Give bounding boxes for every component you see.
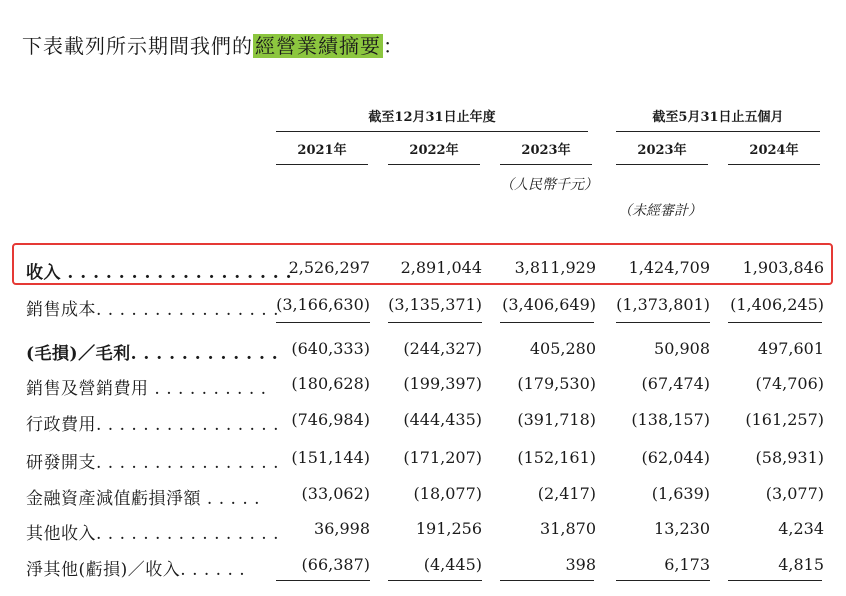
row-value: (3,135,371) bbox=[388, 295, 482, 314]
row-value: 6,173 bbox=[664, 555, 710, 574]
row-value: (3,077) bbox=[765, 484, 824, 503]
table-row bbox=[0, 258, 846, 288]
row-value: (62,044) bbox=[641, 448, 710, 467]
intro-highlight: 經營業績摘要 bbox=[255, 34, 381, 58]
row-value: (746,984) bbox=[291, 410, 370, 429]
row-label: 行政費用. . . . . . . . . . . . . . . . bbox=[26, 415, 280, 435]
row-value: (152,161) bbox=[517, 448, 596, 467]
underline bbox=[276, 580, 370, 581]
group-header-interim: 截至5月31日止五個月 bbox=[616, 106, 820, 132]
row-value: 13,230 bbox=[654, 519, 710, 538]
row-value: (444,435) bbox=[403, 410, 482, 429]
year-header-2023: 2023年 bbox=[500, 139, 592, 165]
row-value: 4,234 bbox=[778, 519, 824, 538]
row-value: (3,406,649) bbox=[502, 295, 596, 314]
row-value: (199,397) bbox=[403, 374, 482, 393]
row-value: (18,077) bbox=[413, 484, 482, 503]
row-label: 銷售成本. . . . . . . . . . . . . . . . bbox=[26, 300, 280, 320]
row-label: (毛損)／毛利. . . . . . . . . . . . bbox=[26, 344, 279, 364]
table-row bbox=[0, 339, 846, 369]
row-value: (640,333) bbox=[291, 339, 370, 358]
row-value: (74,706) bbox=[755, 374, 824, 393]
row-value: (1,406,245) bbox=[730, 295, 824, 314]
row-value: (244,327) bbox=[403, 339, 482, 358]
row-value: 1,424,709 bbox=[628, 258, 710, 277]
year-header-2021: 2021年 bbox=[276, 139, 368, 165]
row-label: 其他收入. . . . . . . . . . . . . . . . bbox=[26, 524, 280, 544]
row-value: 4,815 bbox=[778, 555, 824, 574]
intro-prefix: 下表載列所示期間我們的 bbox=[22, 34, 253, 58]
row-value: 3,811,929 bbox=[514, 258, 596, 277]
row-value: 2,891,044 bbox=[400, 258, 482, 277]
year-header-2024-interim: 2024年 bbox=[728, 139, 820, 165]
underline bbox=[500, 322, 594, 323]
row-value: (180,628) bbox=[291, 374, 370, 393]
row-value: (1,373,801) bbox=[616, 295, 710, 314]
table-row bbox=[0, 484, 846, 514]
row-label: 銷售及營銷費用 . . . . . . . . . . bbox=[26, 379, 267, 399]
row-label: 金融資產減值虧損淨額 . . . . . bbox=[26, 489, 261, 509]
year-header-2022: 2022年 bbox=[388, 139, 480, 165]
underline bbox=[388, 580, 482, 581]
row-value: (151,144) bbox=[291, 448, 370, 467]
row-value: (2,417) bbox=[537, 484, 596, 503]
row-value: (161,257) bbox=[745, 410, 824, 429]
table-row bbox=[0, 519, 846, 549]
row-value: (1,639) bbox=[651, 484, 710, 503]
table-row bbox=[0, 410, 846, 440]
row-value: 31,870 bbox=[540, 519, 596, 538]
underline bbox=[500, 580, 594, 581]
year-header-2023-interim: 2023年 bbox=[616, 139, 708, 165]
intro-suffix: ： bbox=[383, 34, 404, 58]
row-value: (179,530) bbox=[517, 374, 596, 393]
row-value: 405,280 bbox=[529, 339, 596, 358]
row-value: 191,256 bbox=[415, 519, 482, 538]
row-label: 研發開支. . . . . . . . . . . . . . . . bbox=[26, 453, 280, 473]
row-value: 36,998 bbox=[314, 519, 370, 538]
row-label: 淨其他(虧損)／收入. . . . . . bbox=[26, 560, 246, 580]
row-value: (58,931) bbox=[755, 448, 824, 467]
unit-unaudited: （未經審計） bbox=[618, 203, 702, 219]
underline bbox=[388, 322, 482, 323]
intro-sentence bbox=[22, 30, 404, 59]
underline bbox=[276, 322, 370, 323]
row-value: 398 bbox=[565, 555, 596, 574]
row-value: 2,526,297 bbox=[288, 258, 370, 277]
underline bbox=[616, 580, 710, 581]
row-value: (4,445) bbox=[423, 555, 482, 574]
row-label: 收入 . . . . . . . . . . . . . . . . . . bbox=[26, 263, 293, 283]
group-header-annual: 截至12月31日止年度 bbox=[276, 106, 588, 132]
row-value: 1,903,846 bbox=[742, 258, 824, 277]
row-value: (67,474) bbox=[641, 374, 710, 393]
table-row bbox=[0, 448, 846, 478]
row-value: (3,166,630) bbox=[276, 295, 370, 314]
row-value: (66,387) bbox=[301, 555, 370, 574]
row-value: (138,157) bbox=[631, 410, 710, 429]
underline bbox=[728, 580, 822, 581]
row-value: (391,718) bbox=[517, 410, 596, 429]
underline bbox=[616, 322, 710, 323]
row-value: (33,062) bbox=[301, 484, 370, 503]
row-value: 497,601 bbox=[757, 339, 824, 358]
table-row bbox=[0, 374, 846, 404]
row-value: (171,207) bbox=[403, 448, 482, 467]
underline bbox=[728, 322, 822, 323]
row-value: 50,908 bbox=[654, 339, 710, 358]
table-row bbox=[0, 295, 846, 325]
unit-currency: （人民幣千元） bbox=[500, 177, 598, 193]
